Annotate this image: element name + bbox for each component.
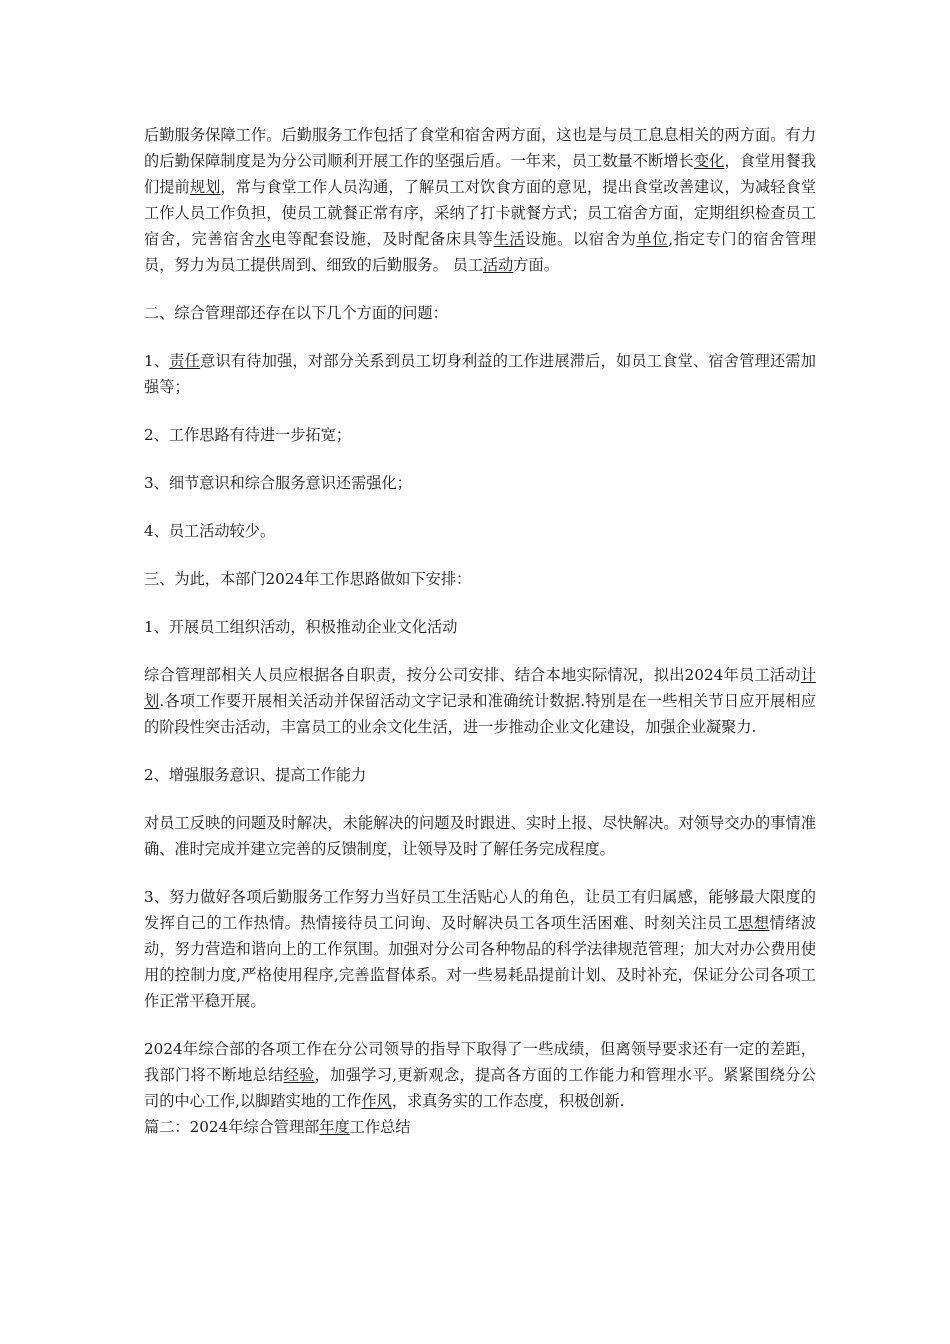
underlined-term: 思想 bbox=[738, 914, 770, 932]
text-segment: 1、开展员工组织活动，积极推动企业文化活动 bbox=[144, 618, 458, 636]
section-heading-problems bbox=[144, 300, 816, 326]
text-segment: ，常与食堂工作人员沟通，了解员工对饮食方面的意见，提出食堂改善建议，为减轻食堂工作人员工作负担，使员工就餐正常有序，采纳了打卡就餐方式；员工宿舍方面，定期组织检查员工宿舍，完善宿舍 bbox=[144, 178, 817, 248]
heading-text: 三、为此，本部门2024年工作思路做如下安排： bbox=[144, 570, 472, 588]
text-segment: ,指定专门的宿舍管理员，努力为员工提供周到、细致的后勤服务。 员工 bbox=[144, 230, 817, 274]
underlined-term: 计划 bbox=[144, 666, 816, 710]
plan-item-1-heading bbox=[144, 614, 816, 640]
paragraph-summary bbox=[144, 1036, 816, 1114]
underlined-term: 经验 bbox=[283, 1066, 315, 1084]
text-segment: 后勤服务保障工作。后勤服务工作包括了食堂和宿舍两方面，这也是与员工息息相关的两方面。有力的后勤保障制度是为分公司顺利开展工作的坚强后盾。一年来，员工数量不断增长 bbox=[144, 126, 816, 170]
text-segment: 情绪波动，努力营造和谐向上的工作氛围。加强对分公司各种物品的科学法律规范管理；加大对办公费用使用的控制力度,严格使用程序,完善监督体系。对一些易耗品提前计划、及时补充，保证分公司各项工作正常平稳开展。 bbox=[144, 914, 817, 1010]
plan-item-2-body bbox=[144, 810, 816, 862]
text-segment: ，食堂用餐我们提前 bbox=[144, 152, 817, 196]
text-segment: 电等配套设施，及时配备床具等 bbox=[271, 230, 494, 248]
text-segment: 意识有待加强，对部分关系到员工切身利益的工作进展滞后，如员工食堂、宿舍管理还需加强等； bbox=[144, 352, 816, 396]
text-segment: 2024年综合部的各项工作在分公司领导的指导下取得了一些成绩，但离领导要求还有一定的差距，我部门将不断地总结 bbox=[144, 1040, 816, 1084]
plan-item-2-heading bbox=[144, 762, 816, 788]
problem-item-1 bbox=[144, 348, 816, 400]
text-segment: ，求真务实的工作态度，积极创新. bbox=[391, 1092, 625, 1110]
text-segment: 篇二：2024年综合管理部 bbox=[144, 1118, 320, 1136]
problem-item-4 bbox=[144, 518, 816, 544]
text-segment: 综合管理部相关人员应根据各自职责，按分公司安排、结合本地实际情况，拟出2024年员工活动 bbox=[144, 666, 801, 684]
problem-item-3 bbox=[144, 470, 816, 496]
paragraph-logistics-service bbox=[144, 122, 816, 278]
text-segment: 对员工反映的问题及时解决，未能解决的问题及时跟进、实时上报、尽快解决。对领导交办的事情准确、准时完成并建立完善的反馈制度，让领导及时了解任务完成程度。 bbox=[144, 814, 816, 858]
underlined-term: 年度 bbox=[319, 1118, 350, 1136]
underlined-term: 活动 bbox=[482, 256, 514, 274]
text-segment: 方面。 bbox=[513, 256, 559, 274]
next-article-title bbox=[144, 1114, 816, 1140]
underlined-term: 责任 bbox=[169, 352, 201, 370]
text-segment: 3、细节意识和综合服务意识还需强化； bbox=[144, 474, 412, 492]
text-segment: 1、 bbox=[144, 352, 170, 370]
section-heading-plan bbox=[144, 566, 816, 592]
underlined-term: 生活 bbox=[493, 230, 526, 248]
text-segment: 2、增强服务意识、提高工作能力 bbox=[144, 766, 367, 784]
text-segment: 3、努力做好各项后勤服务工作努力当好员工生活贴心人的角色，让员工有归属感，能够最大限度的发挥自己的工作热情。热情接待员工问询、及时解决员工各项生活困难、时刻关注员工 bbox=[144, 888, 816, 932]
plan-item-3 bbox=[144, 884, 816, 1014]
plan-item-1-body bbox=[144, 662, 816, 740]
text-segment: 设施。以宿舍为 bbox=[525, 230, 637, 248]
text-segment: 2、工作思路有待进一步拓宽； bbox=[144, 426, 352, 444]
underlined-term: 规划 bbox=[189, 178, 221, 196]
underlined-term: 变化 bbox=[693, 152, 725, 170]
underlined-term: 水 bbox=[255, 230, 272, 248]
text-segment: 4、员工活动较少。 bbox=[144, 522, 276, 540]
heading-text: 二、综合管理部还存在以下几个方面的问题： bbox=[144, 304, 448, 322]
underlined-term: 单位 bbox=[636, 230, 669, 248]
underlined-term: 作风 bbox=[361, 1092, 392, 1110]
text-segment: ，加强学习,更新观念，提高各方面的工作能力和管理水平。紧紧围绕分公司的中心工作,以脚踏实地的工作 bbox=[144, 1066, 816, 1110]
problem-item-2 bbox=[144, 422, 816, 448]
text-segment: .各项工作要开展相关活动并保留活动文字记录和准确统计数据.特别是在一些相关节日应开展相应的阶段性突击活动，丰富员工的业余文化生活，进一步推动企业文化建设，加强企业凝聚力. bbox=[144, 692, 817, 736]
document-page bbox=[144, 122, 816, 1162]
text-segment: 工作总结 bbox=[349, 1118, 411, 1136]
